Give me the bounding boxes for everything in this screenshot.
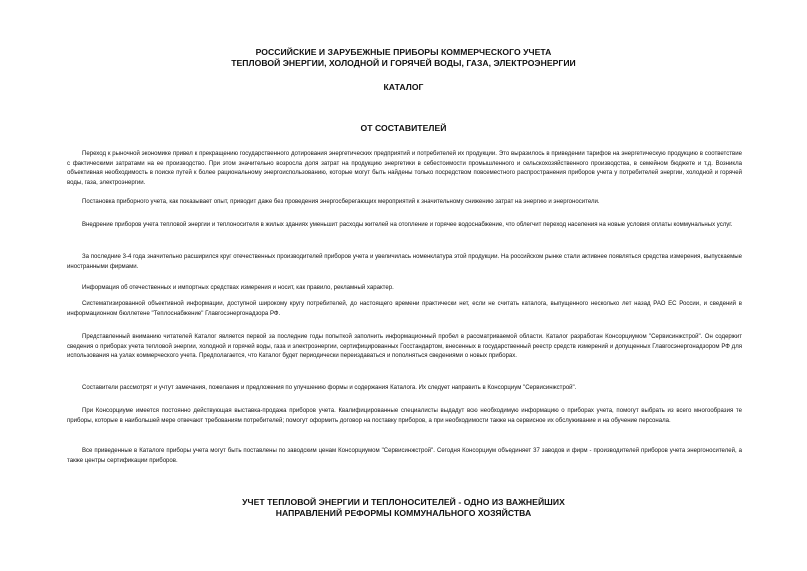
paragraph: Информация об отечественных и импортных средствах измерения и носит, как правило, рекламный характер.: [82, 285, 394, 291]
catalog-label: КАТАЛОГ: [383, 82, 424, 92]
paragraph: За последние 3-4 года значительно расширился круг отечественных производителей приборов учета и увеличилась номенклатура этой продукции. На российском рынке стали активнее появляться средства измерения, выпускаемые иностранными фирмами.: [67, 254, 742, 270]
paragraph: Составители рассмотрят и учтут замечания, пожелания и предложения по улучшению формы и содержания Каталога. Их следует направить в Консорциум "Сервисинжстрой".: [82, 385, 577, 391]
paragraph: Систематизированной объективной информации, доступной широкому кругу потребителей, до настоящего времени практически нет, если не считать каталога, выпущенного несколько лет назад РАО ЕС России, и сведений в информационном бюллетене "Теплоснабжение" Главгосэнергонадзора РФ.: [67, 301, 742, 317]
document-title-line-1: РОССИЙСКИЕ И ЗАРУБЕЖНЫЕ ПРИБОРЫ КОММЕРЧЕСКОГО УЧЕТА: [255, 47, 552, 57]
paragraph: Постановка приборного учета, как показывает опыт, приводит даже без проведения энергосберегающих мероприятий к значительному снижению затрат на энергию и энергоносители.: [82, 199, 600, 205]
paragraph: При Консорциуме имеется постоянно действующая выставка-продажа приборов учета. Квалифицированные специалисты выдадут всю необходимую информацию о приборах учета, помогут выбрать из всего многообразия те приборы, которые в наибольшей мере отвечают требованиям потребителей; помогут оформить договор на поставку приборов, а при необходимости также на сервисное их обслуживание и на обучение персонала.: [67, 408, 742, 424]
next-section-title-line-1: УЧЕТ ТЕПЛОВОЙ ЭНЕРГИИ И ТЕПЛОНОСИТЕЛЕЙ - ОДНО ИЗ ВАЖНЕЙШИХ: [242, 497, 565, 507]
next-section-title-line-2: НАПРАВЛЕНИЙ РЕФОРМЫ КОММУНАЛЬНОГО ХОЗЯЙСТВА: [275, 508, 532, 518]
section-title: ОТ СОСТАВИТЕЛЕЙ: [360, 123, 447, 133]
paragraph: Представленный вниманию читателей Каталог является первой за последние годы попыткой заполнить информационный пробел в рассматриваемой области. Каталог разработан Консорциумом "Сервисинжстрой". Он содержит сведения о приборах учета тепловой энергии, холодной и горячей воды, газа и электроэнергии, сертифицированных Госстандартом, внесенных в государственный реестр средств измерений и допущенных Главгосэнергонадзором РФ для использования на узлах коммерческого учета. Предполагается, что Каталог будет периодически переиздаваться и пополняться сведениями о новых приборах.: [67, 334, 742, 359]
paragraph: Внедрение приборов учета тепловой энергии и теплоносителя в жилых зданиях уменьшит расходы жителей на отопление и горячее водоснабжение, что облегчит переход населения на новые условия оплаты коммунальных услуг.: [82, 222, 733, 228]
document-title-line-2: ТЕПЛОВОЙ ЭНЕРГИИ, ХОЛОДНОЙ И ГОРЯЧЕЙ ВОДЫ, ГАЗА, ЭЛЕКТРОЭНЕРГИИ: [231, 58, 576, 68]
paragraph: Переход к рыночной экономике привел к прекращению государственного дотирования энергетических предприятий и потребителей их продукции. Это выразилось в приведении тарифов на энергетическую продукцию в соответствие с фактическими затратами на ее производство. При этом значительно возросла доля затрат на продукцию энергетики в себестоимости промышленного и сельскохозяйственного производства, в семейном бюджете и т.д. Возникла объективная необходимость в поиске путей к более рациональному энергоиспользованию, которые могут быть найдены только посредством повсеместного распространения приборов учета у потребителей энергии, холодной и горячей воды, газа, электроэнергии.: [67, 151, 742, 186]
paragraph: Все приведенные в Каталоге приборы учета могут быть поставлены по заводским ценам Консорциумом "Сервисинжстрой". Сегодня Консорциум объединяет 37 заводов и фирм - производителей приборов учета энергоносителей, а также центры сертификации приборов.: [67, 448, 742, 464]
